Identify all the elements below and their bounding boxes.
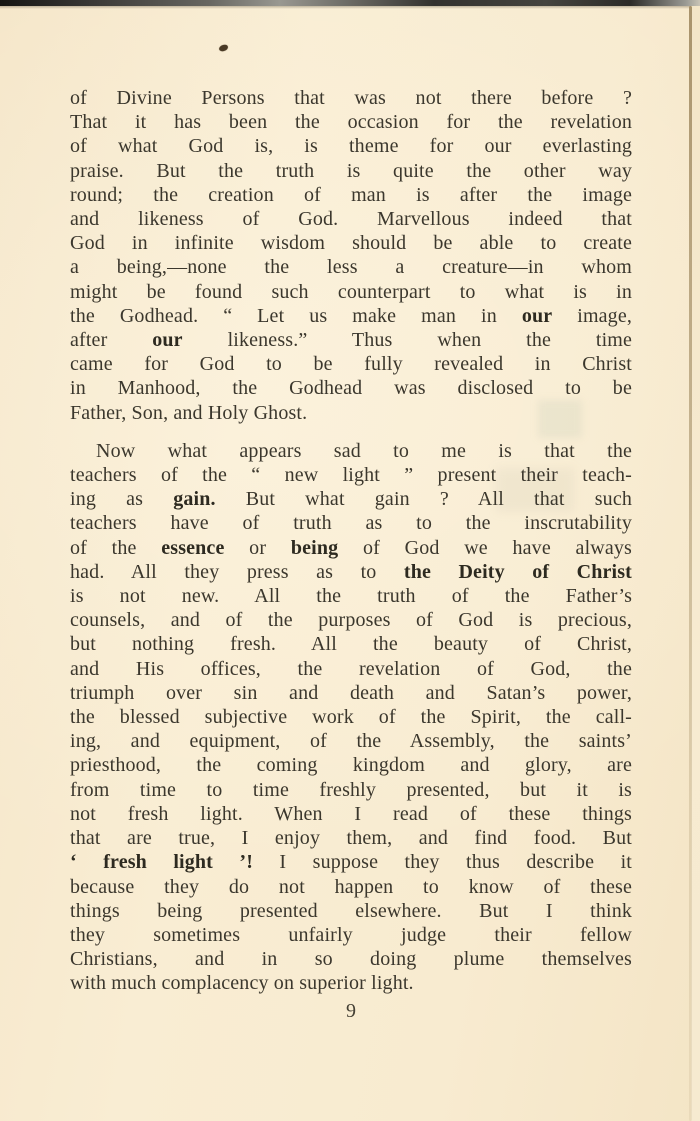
text-line <box>70 401 632 425</box>
body-text: praise. But the truth is quite the other way <box>70 159 632 182</box>
body-text: ing as <box>70 488 174 511</box>
next-page-sliver <box>691 6 700 1121</box>
text-line <box>70 778 632 802</box>
body-text: teachers have of truth as to the inscrutability <box>70 512 632 535</box>
text-line <box>70 875 632 899</box>
text-line <box>70 511 632 535</box>
text-line <box>70 328 632 352</box>
paragraph <box>70 86 632 425</box>
text-line <box>70 850 632 874</box>
body-text: Christians, and in so doing plume themselves <box>70 948 632 971</box>
text-line <box>70 231 632 255</box>
text-line <box>70 753 632 777</box>
body-text: that are true, I enjoy them, and find food. But <box>70 827 632 850</box>
body-text: came for God to be fully revealed in Christ <box>70 353 632 376</box>
text-line <box>70 536 632 560</box>
emphasized-text: our <box>521 304 553 327</box>
text-line <box>70 463 632 487</box>
text-line <box>70 304 632 328</box>
page-right-edge-line <box>689 6 692 1121</box>
body-text: a being,—none the less a creature—in whom <box>70 256 632 279</box>
text-line <box>70 255 632 279</box>
text-line <box>70 971 632 995</box>
body-text: I suppose they thus describe it <box>253 851 632 874</box>
text-line <box>70 280 632 304</box>
text-line <box>70 632 632 656</box>
body-text: teachers of the “ new light ” present their teach- <box>70 464 632 487</box>
text-line <box>70 560 632 584</box>
text-line <box>70 183 632 207</box>
text-line <box>70 439 632 463</box>
body-text: or <box>224 536 291 559</box>
text-line <box>70 584 632 608</box>
text-line <box>70 681 632 705</box>
emphasized-text: the Deity of Christ <box>403 560 632 583</box>
text-line <box>70 826 632 850</box>
text-line <box>70 352 632 376</box>
emphasized-text: our <box>152 329 183 352</box>
text-line <box>70 376 632 400</box>
emphasized-text: essence <box>161 536 225 559</box>
body-text: of what God is, is theme for our everlasting <box>70 135 632 158</box>
text-line <box>70 705 632 729</box>
body-text: image, <box>552 304 633 327</box>
body-text: had. All they press as to <box>70 560 404 583</box>
text-line <box>70 729 632 753</box>
body-text: after <box>70 329 153 352</box>
body-text: of the <box>70 536 162 559</box>
body-text: because they do not happen to know of these <box>70 875 632 898</box>
body-text: God in infinite wisdom should be able to create <box>70 232 632 255</box>
body-text: of Divine Persons that was not there before ? <box>70 87 632 109</box>
body-text: But what gain ? All that such <box>215 488 632 511</box>
page-number: 9 <box>346 1000 356 1022</box>
body-text: of God we have always <box>338 536 632 559</box>
body-text: counsels, and of the purposes of God is precious, <box>70 609 632 632</box>
body-text: triumph over sin and death and Satan’s power, <box>70 681 632 704</box>
text-line <box>70 657 632 681</box>
body-text: is not new. All the truth of the Father’s <box>70 585 632 608</box>
body-text: Father, Son, and Holy Ghost. <box>70 401 308 424</box>
text-line <box>70 608 632 632</box>
text-line <box>70 159 632 183</box>
emphasized-text: gain. <box>173 488 216 511</box>
body-text: not fresh light. When I read of these things <box>70 802 632 825</box>
text-line <box>70 207 632 231</box>
body-text: they sometimes unfairly judge their fellow <box>70 923 632 946</box>
body-text: in Manhood, the Godhead was disclosed to be <box>70 377 632 400</box>
text-line <box>70 802 632 826</box>
text-line <box>70 487 632 511</box>
body-text: That it has been the occasion for the revelation <box>70 111 632 134</box>
body-text: likeness.” Thus when the time <box>182 329 633 352</box>
text-line <box>70 110 632 134</box>
body-text: but nothing fresh. All the beauty of Christ, <box>70 633 632 656</box>
body-text: priesthood, the coming kingdom and glory, are <box>70 754 632 777</box>
body-text: with much complacency on superior light. <box>70 972 414 995</box>
body-text: might be found such counterpart to what is in <box>70 280 632 303</box>
text-line <box>70 86 632 110</box>
body-text: Now what appears sad to me is that the <box>96 439 632 462</box>
emphasized-text: ‘ fresh light ’! <box>70 851 254 874</box>
paragraph <box>70 439 632 996</box>
text-line <box>70 899 632 923</box>
body-text: round; the creation of man is after the image <box>70 183 632 206</box>
emphasized-text: being <box>290 536 339 559</box>
body-text: the blessed subjective work of the Spirit, the call- <box>70 706 632 729</box>
ink-speck <box>218 44 228 52</box>
text-line <box>70 134 632 158</box>
body-text: from time to time freshly presented, but it is <box>70 778 632 801</box>
body-text: and His offices, the revelation of God, the <box>70 657 632 680</box>
body-text: and likeness of God. Marvellous indeed that <box>70 208 632 231</box>
scan-edge-top-shadow <box>0 6 700 9</box>
text-line <box>70 947 632 971</box>
body-text: things being presented elsewhere. But I think <box>70 899 632 922</box>
body-text: the Godhead. “ Let us make man in <box>70 304 522 327</box>
text-block <box>70 86 632 1010</box>
text-line <box>70 923 632 947</box>
body-text: ing, and equipment, of the Assembly, the saints’ <box>70 730 632 753</box>
